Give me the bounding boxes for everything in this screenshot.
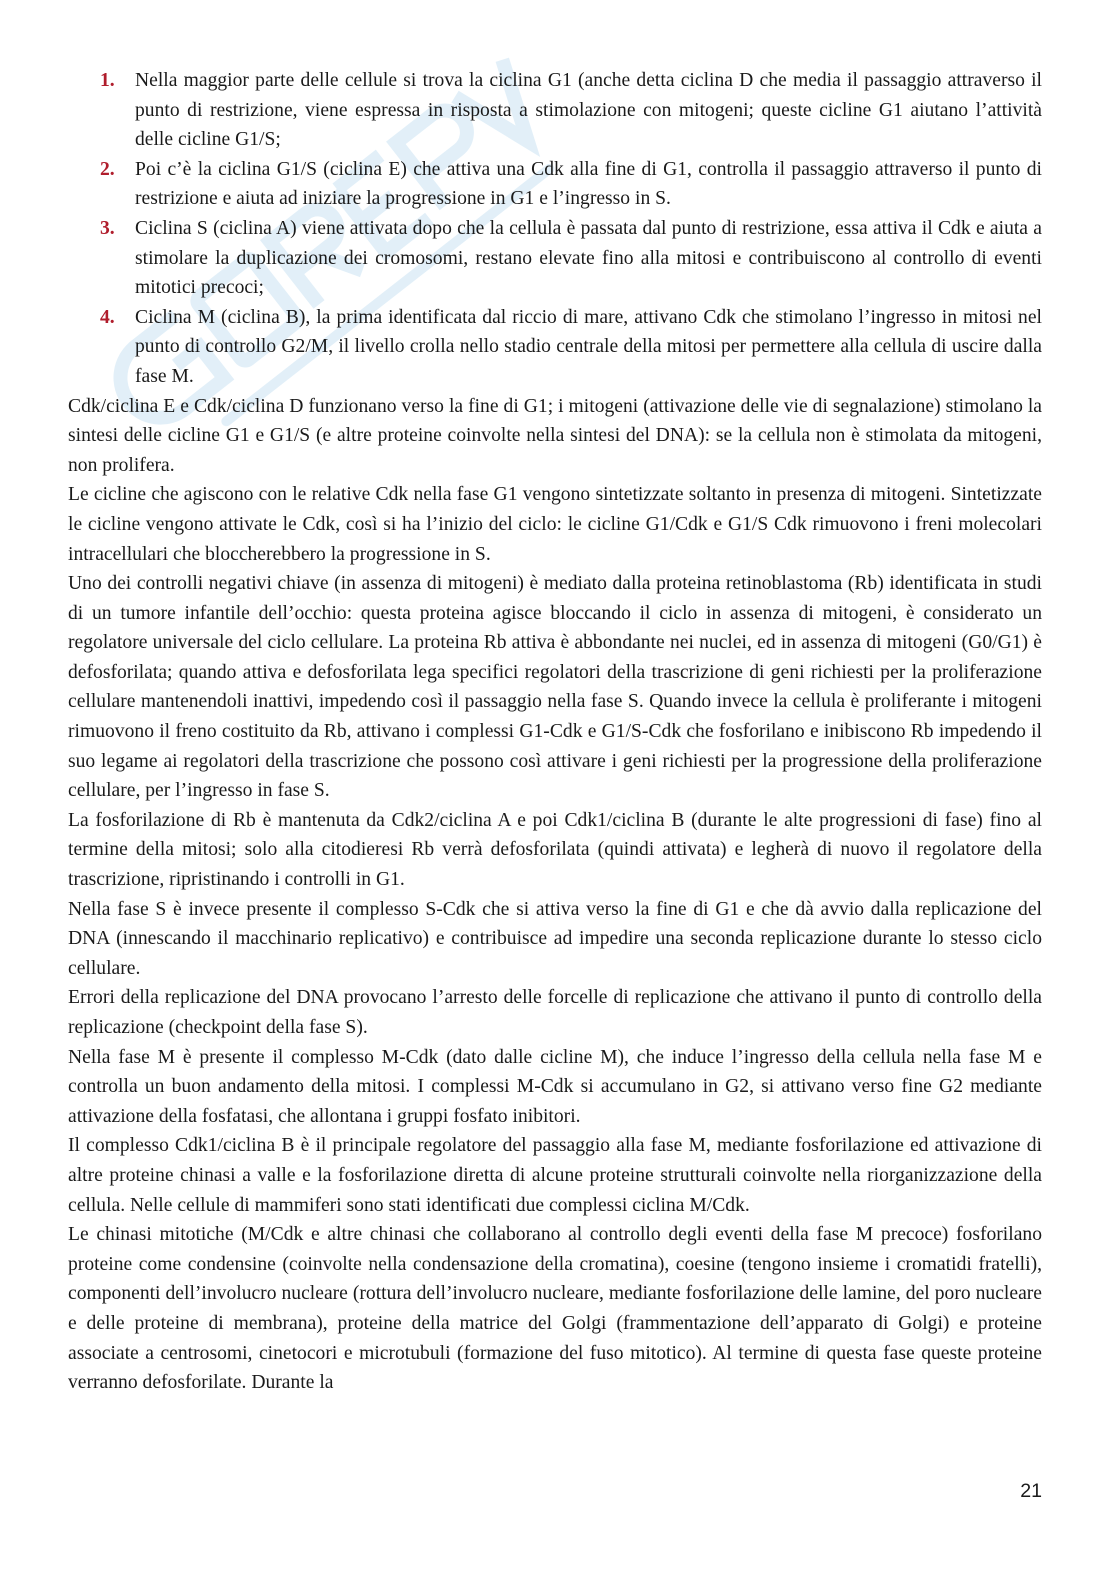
list-item	[68, 214, 1042, 303]
list-number: 2.	[100, 158, 115, 180]
paragraph: La fosforilazione di Rb è mantenuta da Cdk2/ciclina A e poi Cdk1/ciclina B (durante le alte progressioni di fase) fino al termine della mitosi; solo alla citodieresi Rb verrà defosforilata (quindi attivata) e legherà di nuovo il regolatore della trascrizione, ripristinando i controlli in G1.	[68, 809, 1042, 891]
cyclin-list	[68, 66, 1042, 392]
paragraph: Cdk/ciclina E e Cdk/ciclina D funzionano verso la fine di G1; i mitogeni (attivazione delle vie di segnalazione) stimolano la sintesi delle cicline G1 e G1/S (e altre proteine coinvolte nella sintesi del DNA): se la cellula non è stimolata da mitogeni, non prolifera.	[68, 395, 1042, 476]
list-item	[68, 155, 1042, 214]
list-item-text: Nella maggior parte delle cellule si trova la ciclina G1 (anche detta ciclina D che media il passaggio attraverso il punto di restrizione, viene espressa in risposta a stimolazione con mitogeni; queste cicline G1 aiutano l’attività delle cicline G1/S;	[135, 70, 1042, 151]
paragraph: Nella fase S è invece presente il complesso S-Cdk che si attiva verso la fine di G1 e che dà avvio dalla replicazione del DNA (innescando il macchinario replicativo) e contribuisce ad impedire una seconda replicazione durante lo stesso ciclo cellulare.	[68, 898, 1042, 979]
list-number: 3.	[100, 217, 115, 239]
paragraph: Nella fase M è presente il complesso M-Cdk (dato dalle cicline M), che induce l’ingresso della cellula nella fase M e controlla un buon andamento della mitosi. I complessi M-Cdk si accumulano in G2, si attivano verso fine G2 mediante attivazione della fosfatasi, che allontana i gruppi fosfato inibitori.	[68, 1046, 1042, 1127]
list-item-text: Ciclina S (ciclina A) viene attivata dopo che la cellula è passata dal punto di restrizione, essa attiva il Cdk e aiuta a stimolare la duplicazione dei cromosomi, restano elevate fino alla mitosi e contribuiscono al controllo di eventi mitotici precoci;	[135, 217, 1042, 299]
document-body	[68, 66, 1042, 1398]
paragraph: Le cicline che agiscono con le relative Cdk nella fase G1 vengono sintetizzate soltanto in presenza di mitogeni. Sintetizzate le cicline vengono attivate le Cdk, così si ha l’inizio del ciclo: le cicline G1/Cdk e G1/S Cdk rimuovono i freni molecolari intracellulari che bloccherebbero la progressione in S.	[68, 484, 1042, 565]
list-number: 1.	[100, 70, 115, 91]
list-item	[68, 303, 1042, 392]
list-item	[68, 66, 1042, 155]
list-item-text: Ciclina M (ciclina B), la prima identificata dal riccio di mare, attivano Cdk che stimolano l’ingresso in mitosi nel punto di controllo G2/M, il livello crolla nello stadio centrale della mitosi per permettere alla cellula di uscire dalla fase M.	[135, 306, 1042, 387]
paragraph: Errori della replicazione del DNA provocano l’arresto delle forcelle di replicazione che attivano il punto di controllo della replicazione (checkpoint della fase S).	[68, 987, 1042, 1038]
page-number: 21	[1020, 1480, 1042, 1502]
paragraph: Il complesso Cdk1/ciclina B è il principale regolatore del passaggio alla fase M, mediante fosforilazione ed attivazione di altre proteine chinasi a valle e la fosforilazione diretta di alcune proteine strutturali coinvolte nella riorganizzazione della cellula. Nelle cellule di mammiferi sono stati identificati due complessi ciclina M/Cdk.	[68, 1135, 1042, 1216]
paragraph: Uno dei controlli negativi chiave (in assenza di mitogeni) è mediato dalla proteina retinoblastoma (Rb) identificata in studi di un tumore infantile dell’occhio: questa proteina agisce bloccando il ciclo in assenza di mitogeni, è considerato un regolatore universale del ciclo cellulare. La proteina Rb attiva è abbondante nei nuclei, ed in assenza di mitogeni (G0/G1) è defosforilata; quando attiva e defosforilata lega specifici regolatori della trascrizione di geni richiesti per la proliferazione cellulare mantenendoli inattivi, impedendo così il passaggio nella fase S. Quando invece la cellula è proliferante i mitogeni rimuovono il freno costituito da Rb, attivano i complessi G1-Cdk e G1/S-Cdk che fosforilano e inibiscono Rb impedendo il suo legame ai regolatori della trascrizione che possono così attivare i geni richiesti per la progressione della proliferazione cellulare, per l’ingresso in fase S.	[68, 573, 1042, 802]
list-number: 4.	[100, 306, 115, 328]
paragraph: Le chinasi mitotiche (M/Cdk e altre chinasi che collaborano al controllo degli eventi della fase M precoce) fosforilano proteine come condensine (coinvolte nella condensazione della cromatina), coesine (tengono insieme i cromatidi fratelli), componenti dell’involucro nucleare (rottura dell’involucro nucleare, mediante fosforilazione delle lamine, del poro nucleare e delle proteine di membrana), proteine della matrice del Golgi (frammentazione dell’apparato di Golgi) e proteine associate a centrosomi, cinetocori e microtubuli (formazione del fuso mitotico). Al termine di questa fase queste proteine verranno defosforilate. Durante la	[68, 1224, 1042, 1394]
list-item-text: Poi c’è la ciclina G1/S (ciclina E) che attiva una Cdk alla fine di G1, controlla il passaggio attraverso il punto di restrizione e aiuta ad iniziare la progressione in G1 e l’ingresso in S.	[135, 158, 1042, 210]
